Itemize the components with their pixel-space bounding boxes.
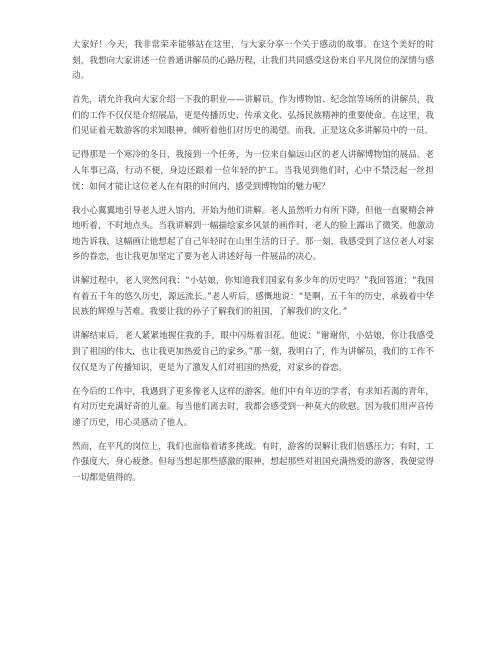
paragraph-gratitude: 讲解结束后，老人紧紧地握住我的手，眼中闪烁着泪花。他说：“谢谢你，小姑娘，你让我感受到了祖国的伟大，也让我更加热爱自己的家乡。”那一刻，我明白了，作为讲解员，我们的工作不仅仅是为了传播知识，更是为了激发人们对祖国的热爱，对家乡的眷恋。 xyxy=(72,331,434,373)
paragraph-profession: 首先，请允许我向大家介绍一下我的职业——讲解员。作为博物馆、纪念馆等场所的讲解员，我们的工作不仅仅是介绍展品，更是传播历史、传承文化、弘扬民族精神的重要使命。在这里，我们见证着无数游客的求知眼神，倾听着他们对历史的渴望。而我，正是这众多讲解员中的一员。 xyxy=(72,95,434,137)
paragraph-guiding-elder: 我小心翼翼地引导老人进入馆内，开始为他们讲解。老人虽然听力有所下降，但他一直聚精会神地听着，不时地点头。当我讲解到一幅描绘家乡风景的画作时，老人的脸上露出了微笑。他激动地告诉我，这幅画让他想起了自己年轻时在山里生活的日子。那一刻，我感受到了这位老人对家乡的眷恋，也让我更加坚定了要为老人讲述好每一件展品的决心。 xyxy=(72,205,434,263)
paragraph-winter-day: 记得那是一个寒冷的冬日，我接到一个任务，为一位来自偏远山区的老人讲解博物馆的展品。老人年事已高，行动不便，身边还跟着一位年轻的护工。当我见到他们时，心中不禁泛起一丝担忧：如何才能让这位老人在有限的时间内，感受到博物馆的魅力呢？ xyxy=(72,150,434,192)
paragraph-challenges: 然而，在平凡的岗位上，我们也面临着诸多挑战。有时，游客的误解让我们倍感压力；有时，工作强度大，身心疲惫。但每当想起那些感激的眼神，想起那些对祖国充满热爱的游客，我便觉得一切都是值得的。 xyxy=(72,441,434,483)
paragraph-history-question: 讲解过程中，老人突然问我：“小姑娘，你知道我们国家有多少年的历史吗？”我回答道：“我国有着五千年的悠久历史，源远流长。”老人听后，感慨地说：“是啊，五千年的历史，承载着中华民族的辉煌与苦难。我要让我的孙子了解我们的祖国，了解我们的文化。” xyxy=(72,276,434,318)
paragraph-intro: 大家好！今天，我非常荣幸能够站在这里，与大家分享一个关于感动的故事。在这个美好的时刻，我想向大家讲述一位普通讲解员的心路历程，让我们共同感受这份来自平凡岗位的深情与感动。 xyxy=(72,40,434,82)
paragraph-more-visitors: 在今后的工作中，我遇到了更多像老人这样的游客。他们中有年迈的学者，有求知若渴的青年，有对历史充满好奇的儿童。每当他们离去时，我都会感受到一种莫大的欣慰。因为我们用声音传递了历史，用心灵感动了他人。 xyxy=(72,386,434,428)
document-body xyxy=(72,38,434,495)
